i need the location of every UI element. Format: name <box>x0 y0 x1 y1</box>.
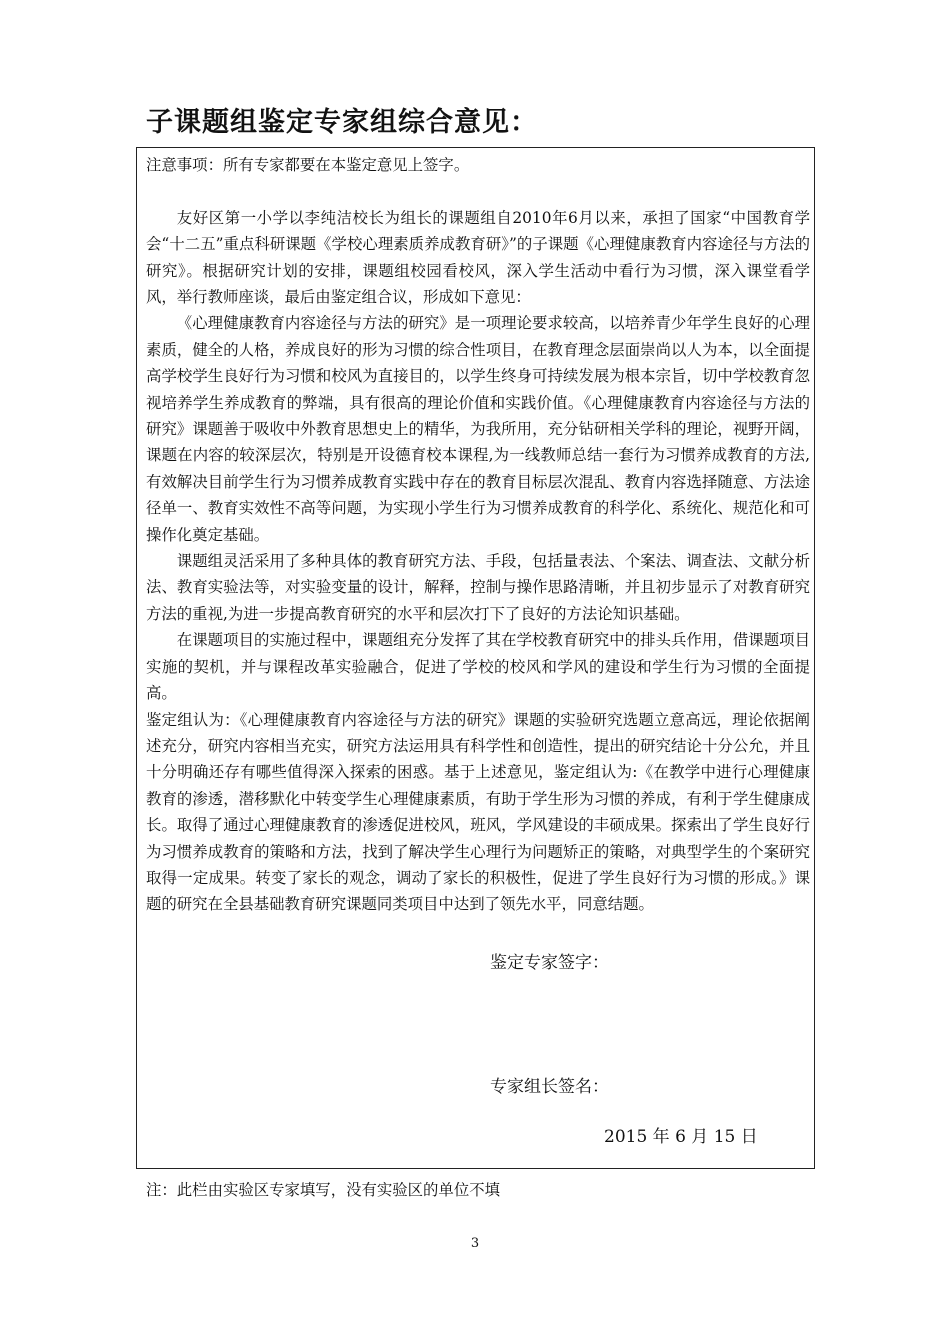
paragraph-conclusion: 鉴定组认为：《心理健康教育内容途径与方法的研究》课题的实验研究选题立意高远，理论依据阐述充分，研究内容相当充实，研究方法运用具有科学性和创造性，提出的研究结论十分公允，并且十分明确还存有哪些值得深入探索的困惑。基于上述意见，鉴定组认为:《在教学中进行心理健康教育的渗透，潜移默化中转变学生心理健康素质，有助于学生形为习惯的养成，有利于学生健康成长。取得了通过心理健康教育的渗透促进校风，班风，学风建设的丰硕成果。探索出了学生良好行为习惯养成教育的策略和方法，找到了解决学生心理行为问题矫正的策略，对典型学生的个案研究取得一定成果。转变了家长的观念，调动了家长的积极性，促进了学生良好行为习惯的形成。》课题的研究在全县基础教育研究课题同类项目中达到了领先水平，同意结题。 <box>146 710 810 914</box>
expert-signature-label: 鉴定专家签字： <box>490 953 609 973</box>
paragraph-evaluation: 《心理健康教育内容途径与方法的研究》是一项理论要求较高，以培养青少年学生良好的心理素质，健全的人格，养成良好的形为习惯的综合性项目，在教育理念层面崇尚以人为本，以全面提高学校学生良好行为习惯和校风为直接目的，以学生终身可持续发展为根本宗旨，切中学校教育忽视培养学生养成教育的弊端，具有很高的理论价值和实践价值。《心理健康教育内容途径与方法的研究》课题善于吸收中外教育思想史上的精华，为我所用，充分钻研相关学科的理论，视野开阔，课题在内容的较深层次，特别是开设德育校本课程,为一线教师总结一套行为习惯养成教育的方法,有效解决目前学生行为习惯养成教育实践中存在的教育目标层次混乱、教育内容选择随意、方法途径单一、教育实效性不高等问题，为实现小学生行为习惯养成教育的科学化、系统化、规范化和可操作化奠定基础。 <box>146 314 810 544</box>
blank-line <box>146 178 810 204</box>
page-number: 3 <box>470 1236 480 1251</box>
page-title: 子课题组鉴定专家组综合意见： <box>146 107 538 138</box>
opinion-box <box>136 147 815 1169</box>
opinion-content <box>146 152 810 918</box>
paragraph-methods: 课题组灵活采用了多种具体的教育研究方法、手段，包括量表法、个案法、调查法、文献分析法、教育实验法等，对实验变量的设计，解释，控制与操作思路清晰，并且初步显示了对教育研究方法的重视,为进一步提高教育研究的水平和层次打下了良好的方法论知识基础。 <box>146 552 810 623</box>
signature-date: 2015 年 6 月 15 日 <box>604 1127 758 1147</box>
notice-text: 注意事项：所有专家都要在本鉴定意见上签字。 <box>146 156 470 174</box>
leader-signature-label: 专家组长签名： <box>490 1077 609 1097</box>
paragraph-intro: 友好区第一小学以李纯洁校长为组长的课题组自2010年6月以来，承担了国家“中国教育学会“十二五”重点科研课题《学校心理素质养成教育研》”的子课题《心理健康教育内容途径与方法的研究》。根据研究计划的安排，课题组校园看校风，深入学生活动中看行为习惯，深入课堂看学风，举行教师座谈，最后由鉴定组合议，形成如下意见： <box>146 208 810 307</box>
footnote: 注：此栏由实验区专家填写，没有实验区的单位不填 <box>146 1181 500 1199</box>
paragraph-implementation: 在课题项目的实施过程中，课题组充分发挥了其在学校教育研究中的排头兵作用，借课题项目实施的契机，并与课程改革实验融合，促进了学校的校风和学风的建设和学生行为习惯的全面提高。 <box>146 631 810 703</box>
